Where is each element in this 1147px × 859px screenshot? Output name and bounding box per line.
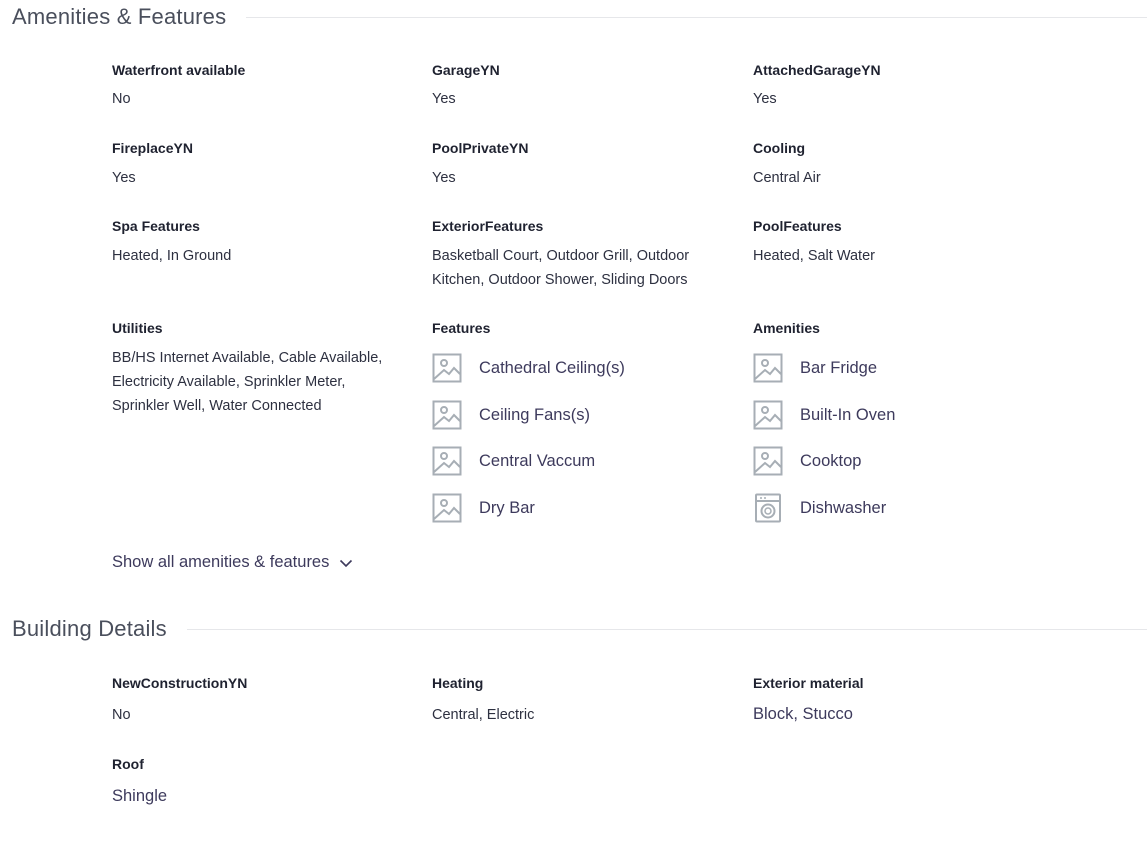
spa-features-value: Heated, In Ground (112, 248, 232, 264)
pool-features-value: Heated, Salt Water (753, 248, 875, 264)
image-placeholder-icon (432, 400, 462, 430)
amenities-features-header (12, 4, 1147, 30)
section-divider (187, 629, 1147, 630)
image-placeholder-icon (753, 400, 783, 430)
garage-value: Yes (432, 91, 456, 107)
fireplace-value: Yes (112, 170, 136, 186)
amenity-item-label: Built-In Oven (800, 405, 896, 424)
show-all-amenities-label: Show all amenities & features (112, 553, 330, 571)
amenity-item (753, 352, 877, 384)
heating-value: Central, Electric (432, 707, 535, 723)
pool-private-value: Yes (432, 170, 456, 186)
cooling-label: Cooling (753, 140, 806, 156)
exterior-features-label: ExteriorFeatures (432, 218, 544, 234)
roof-value: Shingle (112, 787, 168, 805)
show-all-amenities-button[interactable] (112, 553, 353, 572)
spa-features-label: Spa Features (112, 218, 200, 234)
section-divider (246, 17, 1147, 18)
building-details-section (0, 600, 1147, 859)
amenity-item-label: Bar Fridge (800, 358, 878, 377)
exterior-material-label: Exterior material (753, 675, 864, 691)
feature-item (432, 492, 535, 524)
waterfront-value: No (112, 91, 131, 107)
dishwasher-icon (753, 493, 783, 523)
amenity-item (753, 445, 861, 477)
pool-features-label: PoolFeatures (753, 218, 842, 234)
amenity-item-label: Cooktop (800, 451, 862, 470)
feature-item-label: Central Vaccum (479, 451, 596, 470)
garage-label: GarageYN (432, 62, 500, 78)
heating-label: Heating (432, 675, 484, 691)
image-placeholder-icon (432, 353, 462, 383)
building-details-header (12, 616, 1147, 642)
feature-item-label: Dry Bar (479, 498, 535, 517)
waterfront-label: Waterfront available (112, 62, 246, 78)
section-title: Building Details (12, 616, 167, 641)
roof-label: Roof (112, 756, 144, 772)
exterior-features-value: Basketball Court, Outdoor Grill, Outdoor Kitchen, Outdoor Shower, Sliding Doors (432, 248, 690, 288)
exterior-material-value: Block, Stucco (753, 705, 853, 723)
amenity-item (753, 492, 886, 524)
image-placeholder-icon (432, 493, 462, 523)
image-placeholder-icon (753, 353, 783, 383)
utilities-value: BB/HS Internet Available, Cable Available, Electricity Available, Sprinkler Meter, Sprinkler Well, Water Connected (112, 350, 383, 414)
feature-item (432, 352, 625, 384)
attached-garage-value: Yes (753, 91, 777, 107)
pool-private-label: PoolPrivateYN (432, 140, 529, 156)
image-placeholder-icon (753, 446, 783, 476)
features-label: Features (432, 320, 491, 336)
feature-item (432, 445, 595, 477)
feature-item (432, 399, 590, 431)
amenity-item (753, 399, 895, 431)
attached-garage-label: AttachedGarageYN (753, 62, 881, 78)
amenities-label: Amenities (753, 320, 820, 336)
new-construction-label: NewConstructionYN (112, 675, 248, 691)
feature-item-label: Ceiling Fans(s) (479, 405, 590, 424)
fireplace-label: FireplaceYN (112, 140, 193, 156)
chevron-down-icon (339, 556, 353, 570)
cooling-value: Central Air (753, 170, 821, 186)
image-placeholder-icon (432, 446, 462, 476)
feature-item-label: Cathedral Ceiling(s) (479, 358, 625, 377)
utilities-label: Utilities (112, 320, 163, 336)
new-construction-value: No (112, 707, 131, 723)
amenity-item-label: Dishwasher (800, 498, 887, 517)
section-title: Amenities & Features (12, 4, 227, 29)
